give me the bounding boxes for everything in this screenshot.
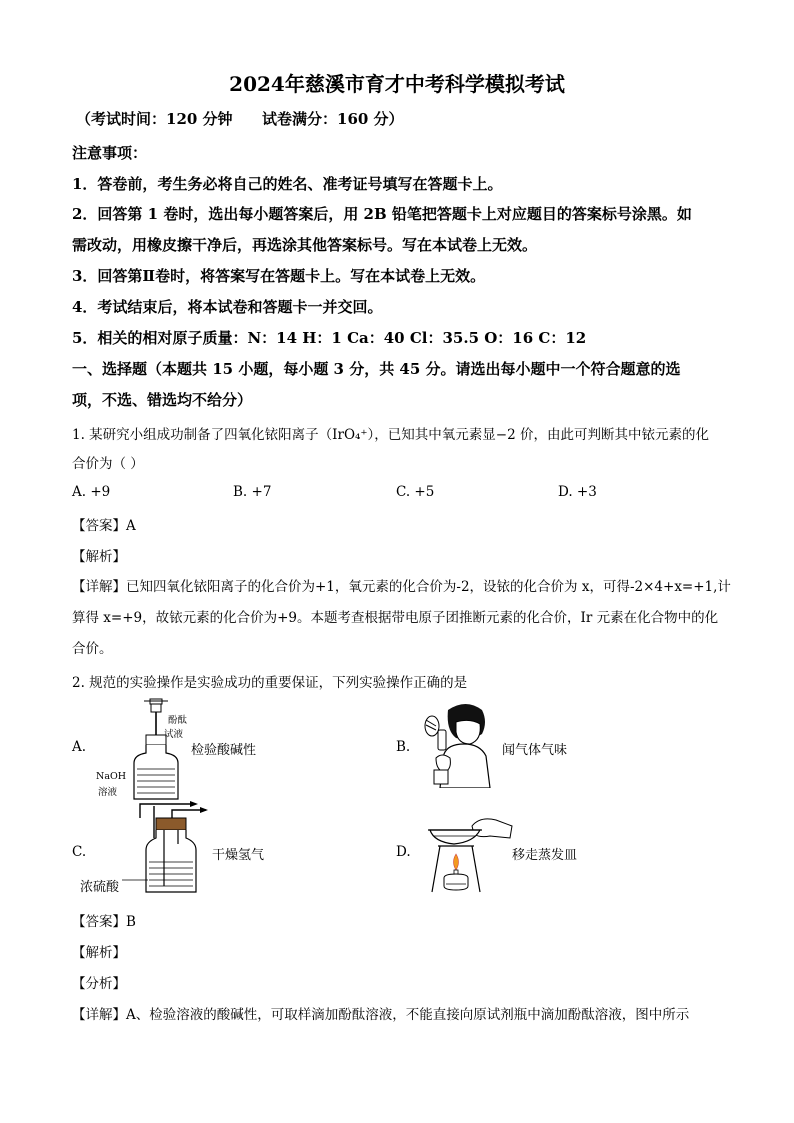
q2-stem: 2. 规范的实验操作是实验成功的重要保证，下列实验操作正确的是 (72, 675, 468, 691)
q2-analysis: 【解析】 (72, 945, 126, 961)
page-title: 2024年慈溪市育才中考科学模拟考试 (229, 72, 565, 96)
exam-score: 试卷满分：160 分） (262, 110, 404, 128)
notes-heading: 注意事项： (72, 144, 148, 162)
q2-fenxi: 【分析】 (72, 976, 126, 992)
section-heading-line1: 一、选择题（本题共 15 小题，每小题 3 分，共 45 分。请选出每小题中一个符合题意的选 (72, 360, 681, 378)
q2-a-solution-line2: 溶液 (98, 787, 118, 798)
q1-option-c: C. +5 (396, 484, 435, 500)
q2-a-solution-line1: NaOH (96, 771, 127, 782)
note-1: 1．答卷前，考生务必将自己的姓名、准考证号填写在答题卡上。 (72, 175, 503, 193)
q1-detail-line3: 合价。 (72, 641, 113, 657)
q2-option-b-letter: B. (396, 739, 411, 755)
q2-detail: 【详解】A、检验溶液的酸碱性，可取样滴加酚酞溶液，不能直接向原试剂瓶中滴加酚酞溶液，图中所示 (72, 1007, 690, 1023)
q2-c-reagent: 浓硫酸 (80, 880, 120, 895)
q2-answer: 【答案】B (72, 914, 136, 930)
q2-option-a-letter: A. (72, 739, 87, 755)
note-4: 4．考试结束后，将本试卷和答题卡一并交回。 (72, 298, 383, 316)
q1-detail-line2: 算得 x=+9，故铱元素的化合价为+9。本题考查根据带电原子团推断元素的化合价，Ir 元素在化合物中的化 (72, 610, 719, 626)
smelling-gas-illustration (418, 700, 500, 788)
q2-option-d-letter: D. (396, 844, 411, 860)
q1-option-a: A. +9 (72, 484, 111, 500)
q2-option-a-caption: 检验酸碱性 (191, 743, 257, 758)
q1-option-d: D. +3 (558, 484, 597, 500)
q1-answer: 【答案】A (72, 518, 136, 534)
q2-option-c-letter: C. (72, 844, 87, 860)
q2-a-reagent-line1: 酚酞 (168, 715, 188, 726)
q2-option-d-caption: 移走蒸发皿 (512, 848, 578, 863)
q1-stem-line2: 合价为（ ） (72, 456, 144, 472)
note-2-line1: 2．回答第 1 卷时，选出每小题答案后，用 2B 铅笔把答题卡上对应题目的答案标号涂黑。如 (72, 205, 692, 223)
note-2-line2: 需改动，用橡皮擦干净后，再选涂其他答案标号。写在本试卷上无效。 (72, 236, 538, 254)
evaporating-dish-illustration (424, 816, 514, 896)
q1-stem-line1: 1. 某研究小组成功制备了四氧化铱阳离子（IrO₄⁺），已知其中氧元素显−2 价，由此可判断其中铱元素的化 (72, 427, 710, 443)
gas-drying-bottle-illustration (118, 798, 210, 896)
q2-option-b-caption: 闻气体气味 (502, 743, 568, 758)
q1-option-b: B. +7 (233, 484, 272, 500)
section-heading-line2: 项，不选、错选均不给分） (72, 391, 253, 409)
exam-time: （考试时间：120 分钟 (76, 110, 233, 128)
q1-analysis: 【解析】 (72, 549, 126, 565)
q2-option-c-caption: 干燥氢气 (212, 848, 265, 863)
note-3: 3．回答第Ⅱ卷时，将答案写在答题卡上。写在本试卷上无效。 (72, 267, 486, 285)
q1-detail-line1: 【详解】已知四氧化铱阳离子的化合价为+1，氧元素的化合价为-2，设铱的化合价为 x，可得-2×4+x=+1,计 (72, 579, 731, 595)
note-5: 5．相关的相对原子质量：N：14 H：1 Ca：40 Cl：35.5 O：16 C：12 (72, 329, 587, 347)
q2-a-reagent-line2: 试液 (164, 729, 184, 740)
